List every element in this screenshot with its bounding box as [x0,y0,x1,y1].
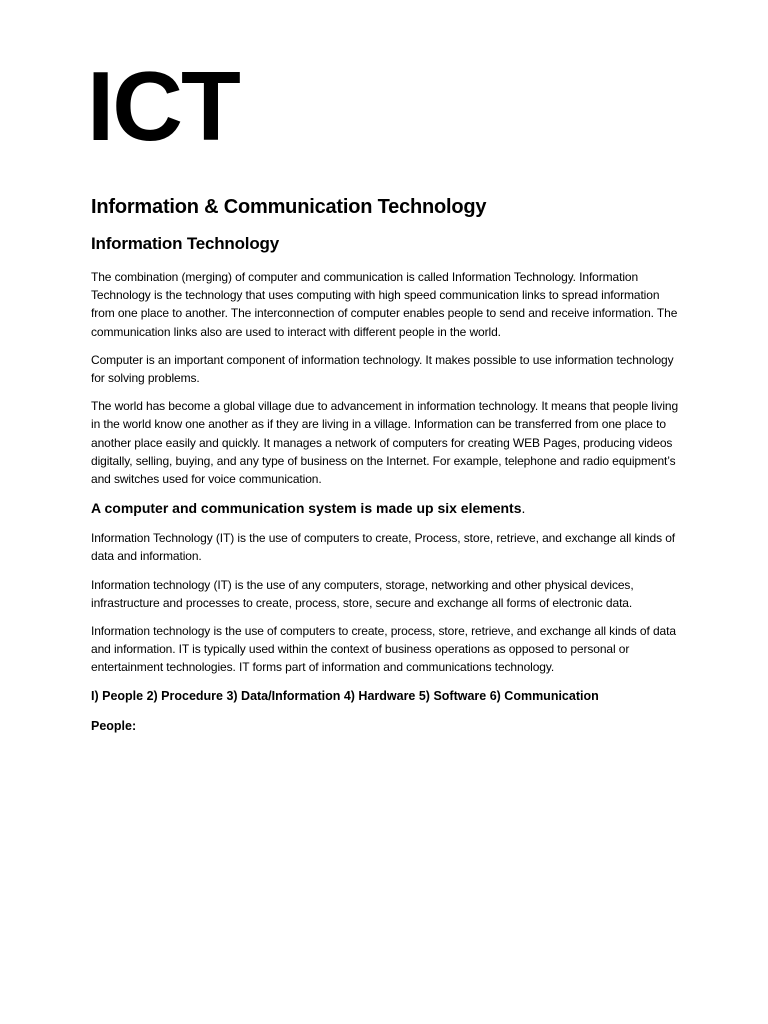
paragraph-global-village: The world has become a global village due to advancement in information technology. It means that people living in the world know one another as if they are living in a village. Information can be transferred from one place to another place easily and quickly. It manages a network of computers for creating WEB Pages, producing videos digitally, selling, buying, and any type of business on the Internet. For example, telephone and radio equipment’s and switches used for voice communication. [91,399,679,487]
paragraph-computer-component: Computer is an important component of information technology. It makes possible to use information technology for solving problems. [91,352,674,386]
paragraph-it-use-1: Information Technology (IT) is the use of computers to create, Process, store, retrieve, and exchange all kinds of data and information. [91,531,676,564]
paragraph-it-definition: The combination (merging) of computer and communication is called Information Technology. Information Technology is the technology that uses computing with high speed communication links to spread information from one place to another. The interconnection of computer enables people to send and receive information. The communication links also are used to interact with different people in the world. [91,270,678,339]
main-heading: Information & Communication Technology [91,196,487,218]
elements-list: I) People 2) Procedure 3) Data/Information 4) Hardware 5) Software 6) Communication [91,688,599,703]
sub-heading: Information Technology [91,234,279,253]
section-heading-text: A computer and communication system is made up six elements [91,500,522,517]
section-heading-period: . [521,500,526,517]
document-title: ICT [87,51,239,161]
paragraph-it-use-3: Information technology is the use of computers to create, process, store, retrieve, and exchange all kinds of data and information. IT is typically used within the context of business operations as opposed to personal or entertainment technologies. IT forms part of information and communications technology. [91,624,676,675]
document-content [87,51,681,735]
paragraph-it-use-2: Information technology (IT) is the use of any computers, storage, networking and other physical devices, infrastructure and processes to create, process, store, secure and exchange all forms of electronic data. [91,577,634,610]
section-heading-six-elements [91,498,681,518]
people-label: People: [91,718,137,733]
